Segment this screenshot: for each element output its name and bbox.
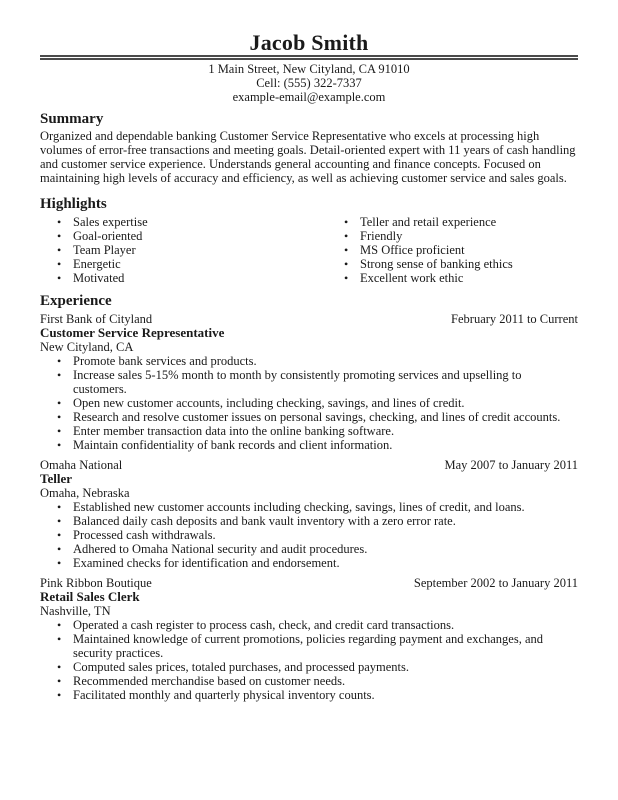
contact-email: example-email@example.com bbox=[232, 90, 386, 104]
job-bullet: • Computed sales prices, totaled purchases, and processed payments. bbox=[40, 660, 578, 674]
job-title: Teller bbox=[40, 471, 73, 486]
job-bullet: • Operated a cash register to process cash, check, and credit card transactions. bbox=[40, 618, 578, 632]
job-bullet: • Processed cash withdrawals. bbox=[40, 528, 578, 542]
job-company: First Bank of Cityland bbox=[40, 312, 153, 326]
summary-heading: Summary bbox=[40, 111, 104, 127]
highlights-heading: Highlights bbox=[40, 196, 107, 212]
job-company: Omaha National bbox=[40, 458, 123, 472]
job-entry bbox=[40, 312, 578, 452]
job-bullet: • Research and resolve customer issues on personal savings, checking, and lines of credit accounts. bbox=[40, 410, 578, 424]
job-bullet: • Increase sales 5-15% month to month by consistently promoting services and upselling to customers. bbox=[40, 368, 578, 396]
job-entry bbox=[40, 576, 578, 702]
job-entry bbox=[40, 458, 578, 570]
job-bullet: • Established new customer accounts including checking, savings, lines of credit, and loans. bbox=[40, 500, 578, 514]
experience-section bbox=[40, 293, 578, 702]
job-bullets bbox=[40, 354, 578, 452]
highlight-item: • Goal-oriented bbox=[40, 229, 327, 243]
summary-section bbox=[40, 111, 578, 185]
highlight-item: • MS Office proficient bbox=[327, 243, 578, 257]
highlight-item: • Strong sense of banking ethics bbox=[327, 257, 578, 271]
summary-text: Organized and dependable banking Customer Service Representative who excels at processing high volumes of error-free transactions and meeting goals. Detail-oriented expert with 11 years of cash handling and customer service experience. Understands general accounting and finance concepts. Focused on maintaining high levels of accuracy and efficiency, as well as achieving customer service and sales goals. bbox=[40, 129, 576, 185]
job-bullet: • Balanced daily cash deposits and bank vault inventory with a zero error rate. bbox=[40, 514, 578, 528]
highlight-item: • Sales expertise bbox=[40, 215, 327, 229]
highlights-right-list bbox=[327, 215, 578, 285]
job-title: Customer Service Representative bbox=[40, 325, 225, 340]
job-bullet: • Recommended merchandise based on customer needs. bbox=[40, 674, 578, 688]
highlights-section bbox=[40, 196, 578, 285]
highlight-item: • Excellent work ethic bbox=[327, 271, 578, 285]
highlight-item: • Energetic bbox=[40, 257, 327, 271]
candidate-name: Jacob Smith bbox=[249, 30, 369, 55]
highlight-item: • Teller and retail experience bbox=[327, 215, 578, 229]
job-dates: September 2002 to January 2011 bbox=[413, 576, 578, 590]
job-bullet: • Maintain confidentiality of bank records and client information. bbox=[40, 438, 578, 452]
job-dates: February 2011 to Current bbox=[451, 312, 578, 326]
contact-phone: Cell: (555) 322-7337 bbox=[256, 76, 362, 90]
job-header bbox=[40, 458, 578, 472]
job-company: Pink Ribbon Boutique bbox=[40, 576, 152, 590]
job-bullet: • Enter member transaction data into the online banking software. bbox=[40, 424, 578, 438]
job-bullet: • Examined checks for identification and endorsement. bbox=[40, 556, 578, 570]
job-bullet: • Maintained knowledge of current promotions, policies regarding payment and exchanges, and security practices. bbox=[40, 632, 578, 660]
job-bullet: • Promote bank services and products. bbox=[40, 354, 578, 368]
job-bullets bbox=[40, 500, 578, 570]
job-dates: May 2007 to January 2011 bbox=[444, 458, 578, 472]
job-header bbox=[40, 312, 578, 326]
job-bullet: • Open new customer accounts, including checking, savings, and lines of credit. bbox=[40, 396, 578, 410]
job-header bbox=[40, 576, 578, 590]
job-title: Retail Sales Clerk bbox=[40, 589, 140, 604]
job-bullet: • Facilitated monthly and quarterly physical inventory counts. bbox=[40, 688, 578, 702]
job-bullets bbox=[40, 618, 578, 702]
contact-address: 1 Main Street, New Cityland, CA 91010 bbox=[208, 62, 410, 76]
experience-heading: Experience bbox=[40, 293, 112, 309]
job-location: Nashville, TN bbox=[40, 604, 111, 618]
job-bullet: • Adhered to Omaha National security and audit procedures. bbox=[40, 542, 578, 556]
highlights-columns bbox=[40, 215, 578, 285]
highlights-left-list bbox=[40, 215, 327, 285]
job-location: New Cityland, CA bbox=[40, 340, 134, 354]
highlight-item: • Team Player bbox=[40, 243, 327, 257]
contact-block bbox=[40, 62, 578, 104]
job-location: Omaha, Nebraska bbox=[40, 486, 130, 500]
header-double-rule bbox=[40, 55, 578, 60]
highlight-item: • Motivated bbox=[40, 271, 327, 285]
highlight-item: • Friendly bbox=[327, 229, 578, 243]
